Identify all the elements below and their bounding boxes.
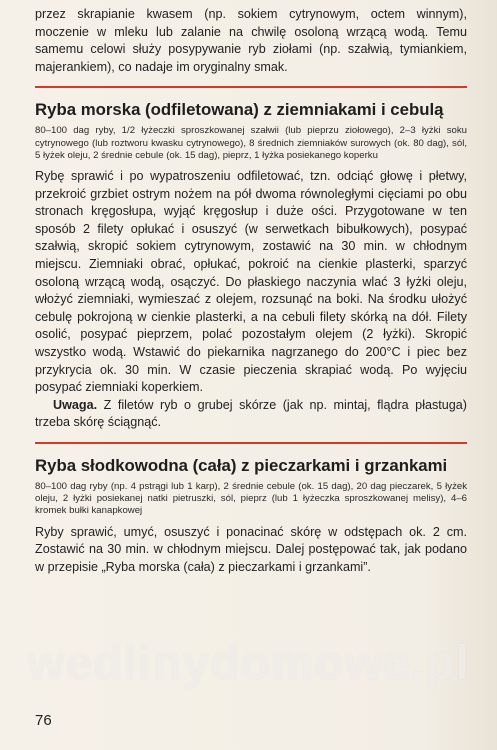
method-freshwater-fish: Ryby sprawić, umyć, osuszyć i ponacinać skórę w odstępach ok. 2 cm. Zostawić na 30 min. w chłodnym miejscu. Dalej postępować tak, jak podano w przepisie „Ryba morska (cała) z pieczarkami i grzankami”.: [35, 524, 467, 574]
recipe-title-sea-fish: Ryba morska (odfiletowana) z ziemniakami i cebulą: [35, 100, 444, 120]
watermark: wedlinydomowe.pl: [27, 637, 470, 690]
section-divider: [35, 86, 467, 88]
note-text: Z filetów ryb o grubej skórze (jak np. mintaj, flądra płastuga) trzeba skórę ściągnąć.: [35, 397, 467, 430]
intro-paragraph: przez skrapianie kwasem (np. sokiem cytrynowym, octem winnym), moczenie w mleku lub zalanie na chwilę osoloną wrzącą wodą. Temu samemu celowi służy posypywanie ryb ziołami (np. szałwią, tymiankiem, majerankiem), co nadaje im oryginalny smak.: [35, 7, 467, 74]
recipe-title-freshwater-fish: Ryba słodkowodna (cała) z pieczarkami i grzankami: [35, 455, 448, 475]
section-divider: [35, 442, 467, 444]
ingredients-sea-fish: 80–100 dag ryby, 1/2 łyżeczki sproszkowanej szałwii (lub pieprzu ziołowego), 2–3 łyżki soku cytrynowego (lub roztworu kwasku cytrynowego), 8 średnich ziemniaków surowych (ok. 80 dag), sól, 5 łyżek oleju, 2 średnie cebule (ok. 15 dag), pieprz, 1 łyżka posiekanego koperku: [35, 125, 467, 161]
page-content: [35, 6, 467, 576]
page-number: 76: [35, 712, 52, 729]
note-label: Uwaga.: [53, 397, 98, 412]
method-sea-fish: Rybę sprawić i po wypatroszeniu odfiletować, tzn. odciąć głowę i płetwy, przekroić grzbiet ostrym nożem na pół dwoma równoległymi cięciami po obu stronach kręgosłupa, wyjąć kręgosłup i duże ości. Przygotowane w ten sposób 2 filety opłukać i osuszyć (w serwetkach bibułkowych), posypać szałwią, skropić sokiem cytrynowym, zostawić na 30 min. w chłodnym miejscu. Ziemniaki obrać, opłukać, pokroić na cienkie plasterki, sparzyć osoloną wrzącą wodą, osączyć. Do płaskiego naczynia wlać 3 łyżki oleju, włożyć ziemniaki, wymieszać z olejem, rozsunąć na boki. Na środku ułożyć cebulę pokrojoną w cienkie plasterki, a na cebuli filety skórką na dół. Filety osolić, posypać pieprzem, polać pozostałym olejem (2 łyżki). Skropić wszystko wodą. Wstawić do piekarnika nagrzanego do 200°C i piec bez przykrycia ok. 30 min. W czasie pieczenia skrapiać wodą. Po wyjęciu posypać ziemniaki koperkiem.: [35, 168, 467, 395]
note-sea-fish: [35, 397, 467, 432]
ingredients-freshwater-fish: 80–100 dag ryby (np. 4 pstrągi lub 1 karp), 2 średnie cebule (ok. 15 dag), 20 dag pieczarek, 5 łyżek oleju, 2 łyżki posiekanej natki pietruszki, sól, pieprz (lub 1 łyżeczka sproszkowanej melisy), 4–6 kromek bułki kanapkowej: [35, 480, 467, 517]
